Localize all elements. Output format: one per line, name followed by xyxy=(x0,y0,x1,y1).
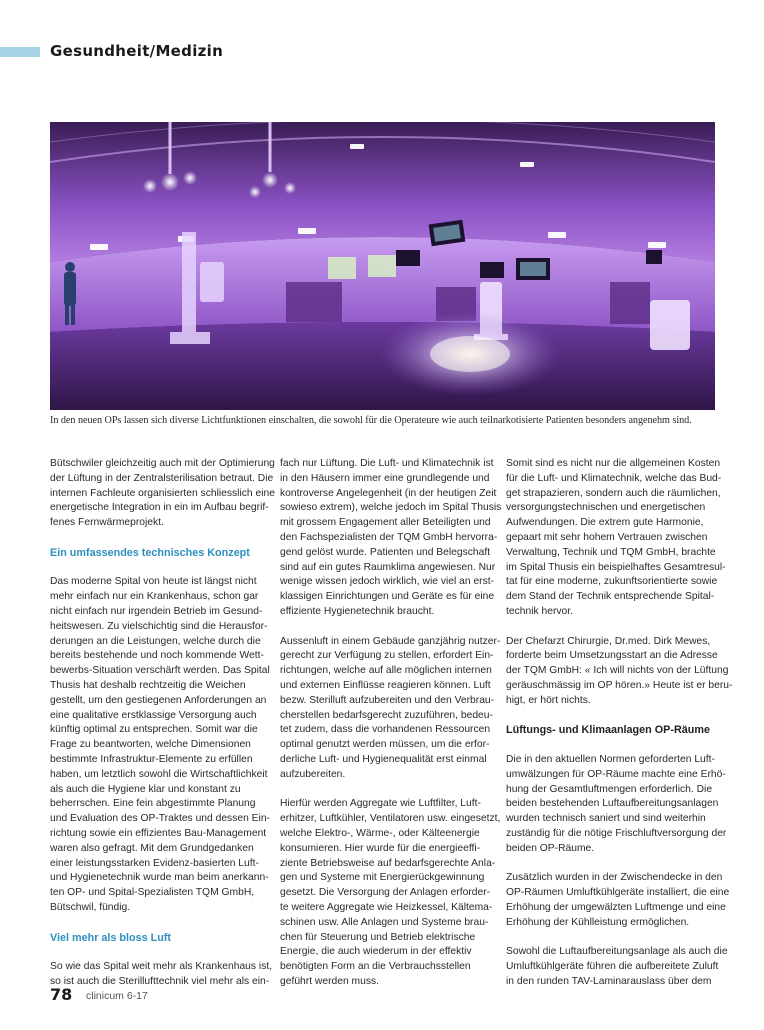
subheading: Lüftungs- und Klimaanlagen OP-Räume xyxy=(506,724,710,737)
magazine-issue: clinicum 6-17 xyxy=(86,990,148,1002)
article-column-1 xyxy=(50,457,275,1004)
paragraph: Der Chefarzt Chirurgie, Dr.med. Dirk Mewes, forderte beim Umsetzungsstart an die Adresse der TQM GmbH: « Ich will nichts von der Lüftung geräuschmässig im OP hören.» Heute ist er beru- higt, er hört nichts. xyxy=(506,635,733,706)
paragraph: So wie das Spital weit mehr als Krankenhaus ist, so ist auch die Sterillufttechnik viel mehr als ein- xyxy=(50,961,273,987)
paragraph: Sowohl die Luftaufbereitungsanlage als auch die Umluftkühlgeräte führen die aufbereitete Zuluft in den runden TAV-Laminarauslass über dem xyxy=(506,946,728,987)
subheading: Ein umfassendes technisches Konzept xyxy=(50,546,250,559)
paragraph: Die in den aktuellen Normen geforderten Luft- umwälzungen für OP-Räume machte eine Erhö- hung der Gesamtluftmengen erforderlich. Die beiden bestehenden Luftaufbereitungsanlagen wurden technisch saniert und sind weiterhin zuständig für die nötige Frischluftversorgung der beiden OP-Räume. xyxy=(506,753,727,854)
section-color-bar xyxy=(0,47,40,57)
section-title: Gesundheit/Medizin xyxy=(50,42,224,60)
paragraph: Somit sind es nicht nur die allgemeinen Kosten für die Luft- und Klimatechnik, welche das Bud- get strapazieren, sondern auch die räumlichen, versorgungstechnischen und energetischen Aufwendungen. Die extrem gute Harmonie, gepaart mit sehr hohem Vertrauen zwischen Verwaltung, Technik und TQM GmbH, brachte im Spital Thusis ein beispielhaftes Gesamtresul- tat für eine moderne, zukunftsorientierte sowie dem Stand der Technik entsprechende Spital- technik hervor. xyxy=(506,458,726,617)
article-column-3 xyxy=(506,457,733,1004)
paragraph: Hierfür werden Aggregate wie Luftfilter, Luft- erhitzer, Luftkühler, Ventilatoren usw. eingesetzt, welche Elektro-, Wärme-, oder Kälteenergie konsumieren. Hier wurde für die energieeffi- ziente Betriebsweise auf bedarfsgerechte Anla- gen und Systeme mit Energierückgewinnung gesetzt. Die Versorgung der Anlagen erforder- te weitere Aggregate wie Heizkessel, Kältema- schinen usw. Alle Anlagen und Systeme brau- chen für Steuerung und Betrieb elektrische Energie, die auch wiederum in der effektiv benötigten Form an die Verbrauchsstellen geführt werden muss. xyxy=(280,798,501,987)
photo-caption: In den neuen OPs lassen sich diverse Lichtfunktionen einschalten, die sowohl für die Operateure wie auch teilnarkotisierte Patienten besonders angenehm sind. xyxy=(50,415,692,426)
paragraph: Bütschwiler gleichzeitig auch mit der Optimierung der Lüftung in der Zentralsterilisation betraut. Die internen Fachleute organisierten schliesslich eine energetische Integration in ein im Aufbau begrif- fenes Fernwärmeprojekt. xyxy=(50,458,275,529)
paragraph: fach nur Lüftung. Die Luft- und Klimatechnik ist in den Häusern immer eine grundlegende und kontroverse Angelegenheit (in der heutigen Zeit sowieso extrem), welche jedoch im Spital Thusis mit grossem Engagement aller Beteiligten und den Fachspezialisten der TQM GmbH hervorra- gend gelöst wurde. Patienten und Belegschaft sind auf ein gutes Raumklima angewiesen. Nur wenige wissen jedoch wirklich, wie viel an erst- klassigen Einrichtungen und Geräte es für eine effiziente Hygienetechnik braucht. xyxy=(280,458,502,617)
operating-room-photo xyxy=(50,122,715,410)
page-number: 78 xyxy=(50,985,73,1004)
paragraph: Aussenluft in einem Gebäude ganzjährig nutzer- gerecht zur Verfügung zu stellen, erfordert Ein- richtungen, welche auf alle möglichen internen und externen Einflüsse reagieren können. Luft bezw. Sterilluft aufzubereiten und den Verbrau- cherstellen bedarfsgerecht zuzuführen, bedeu- tet zudem, dass die vorhandenen Ressourcen optimal genutzt werden müssen, um die erfor- derliche Luft- und Hygienequalität erst einmal aufzubereiten. xyxy=(280,635,501,780)
subheading: Viel mehr als bloss Luft xyxy=(50,931,172,944)
article-column-2 xyxy=(280,457,502,1004)
paragraph: Zusätzlich wurden in der Zwischendecke in den OP-Räumen Umluftkühlgeräte installiert, die eine Erhöhung der umgewälzten Luftmenge und eine Erhöhung der Kühlleistung ermöglichen. xyxy=(506,872,730,928)
paragraph: Das moderne Spital von heute ist längst nicht mehr einfach nur ein Krankenhaus, schon gar nicht einfach nur irgendein Betrieb im Gesund- heitswesen. Zu vielschichtig sind die Herausfor- derungen an die Leistungen, welche durch die bereits bestehende und noch kommende Wett- bewerbs-Situation verschärft werden. Das Spital Thusis hat deshalb rechtzeitig die Weichen gestellt, um den gestiegenen Anforderungen an eine qualitative erstklassige Versorgung auch künftig optimal zu entsprechen. Somit war die Frage zu beantworten, welche Dimensionen bestimmte Infrastruktur-Elemente zu erfüllen haben, um letztlich sowohl die Wirtschaftlichkeit als auch die Hygiene klar und konstant zu beherrschen. Eine fein abgestimmte Planung und Evaluation des OP-Traktes und dessen Ein- richtung sowie ein effizientes Bau-Management waren also gefragt. Mit dem Grundgedanken einer leistungsstarken Evidenz-basierten Luft- und Hygienetechnik wurde man beim anerkann- ten OP- und Spital-Spezialisten TQM GmbH, Bütschwil, fündig. xyxy=(50,576,270,913)
